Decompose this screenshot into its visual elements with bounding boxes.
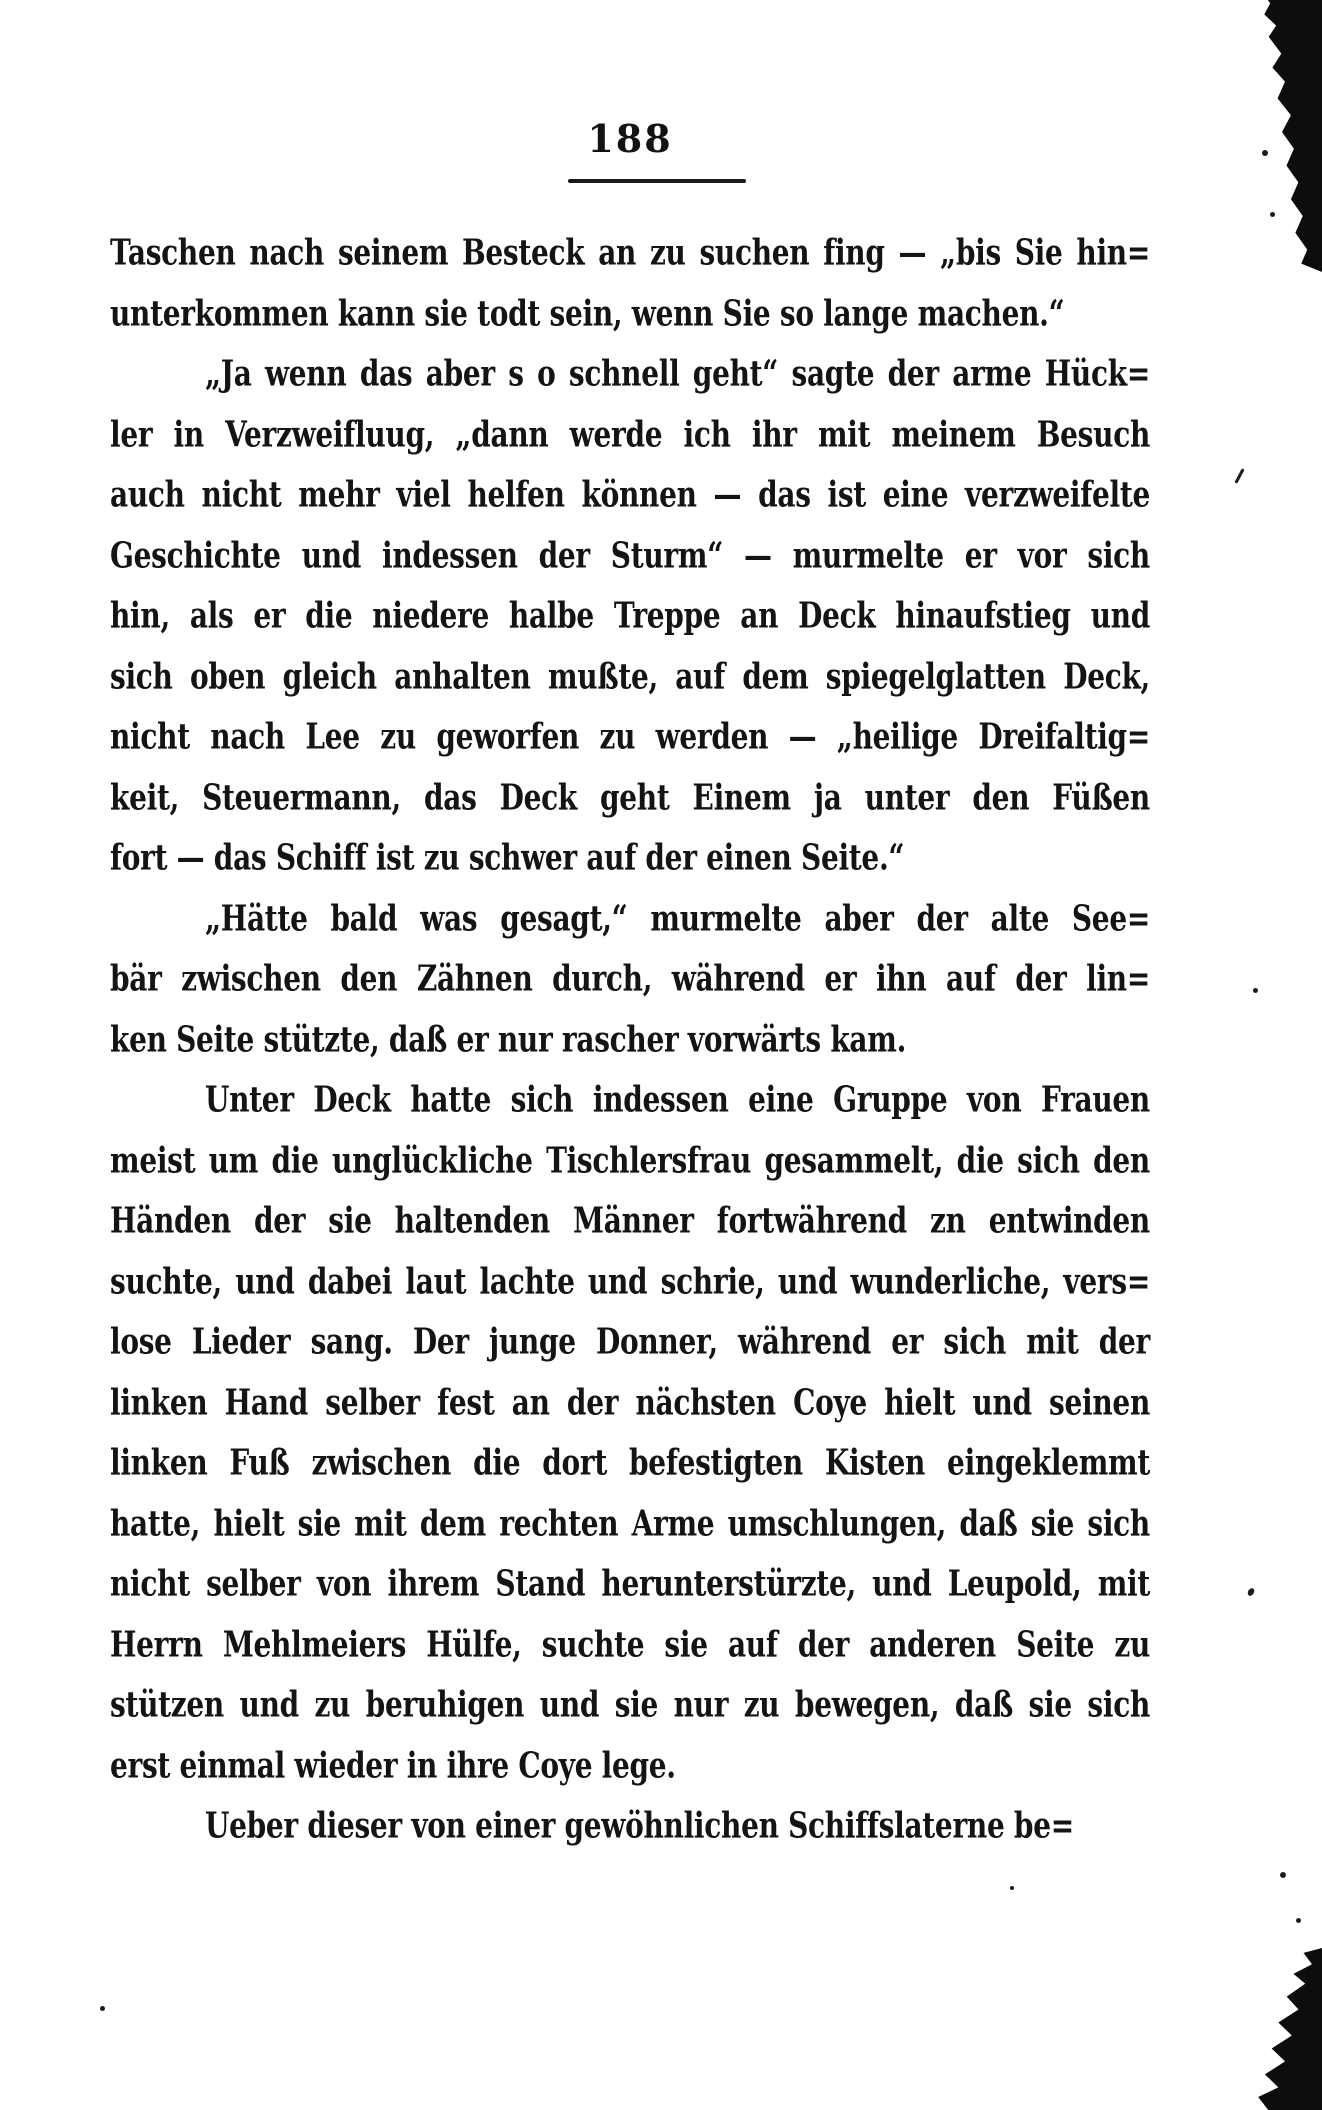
page-number: 188	[587, 116, 673, 161]
text-line: sich oben gleich anhalten mußte, auf dem spiegelglatten Deck,	[110, 654, 1150, 698]
ink-speck	[1296, 1918, 1301, 1923]
text-block	[110, 224, 1150, 1858]
ink-speck	[1010, 1886, 1014, 1890]
text-line: ler in Verzweifluug, „dann werde ich ihr mit meinem Besuch	[110, 412, 1150, 456]
ink-speck	[100, 2006, 105, 2011]
text-line: fort — das Schiff ist zu schwer auf der einen Seite.“	[110, 836, 905, 879]
text-line: Unter Deck hatte sich indessen eine Gruppe von Frauen	[205, 1078, 1150, 1121]
text-line: Geschichte und indessen der Sturm“ — murmelte er vor sich	[110, 533, 1150, 577]
text-line: unterkommen kann sie todt sein, wenn Sie so lange machen.“	[110, 291, 1065, 335]
scan-smudge-bottom-right	[1238, 1948, 1322, 2110]
text-line: Händen der sie haltenden Männer fortwährend zn entwinden	[110, 1199, 1150, 1242]
text-line: suchte, und dabei laut lachte und schrie, und wunderliche, vers=	[110, 1259, 1150, 1303]
ink-speck	[1280, 1872, 1286, 1878]
text-line: ken Seite stützte, daß er nur rascher vorwärts kam.	[110, 1017, 907, 1061]
scan-smudge-top-right	[1248, 0, 1322, 272]
ink-speck	[1253, 988, 1258, 993]
ink-speck	[1270, 212, 1275, 217]
text-line: linken Hand selber fest an der nächsten Coye hielt und seinen	[110, 1380, 1150, 1424]
text-line: „Hätte bald was gesagt,“ murmelte aber der alte See=	[205, 896, 1150, 940]
text-line: stützen und zu beruhigen und sie nur zu bewegen, daß sie sich	[110, 1683, 1150, 1726]
text-line: hin, als er die niedere halbe Treppe an Deck hinaufstieg und	[110, 594, 1150, 637]
header-rule	[568, 179, 746, 183]
text-line: lose Lieder sang. Der junge Donner, während er sich mit der	[110, 1320, 1150, 1363]
text-line: erst einmal wieder in ihre Coye lege.	[110, 1743, 676, 1787]
text-line: Taschen nach seinem Besteck an zu suchen fing — „bis Sie hin=	[110, 231, 1150, 274]
text-line: hatte, hielt sie mit dem rechten Arme umschlungen, daß sie sich	[110, 1501, 1150, 1545]
ink-speck	[1234, 468, 1244, 484]
text-line: nicht selber von ihrem Stand herunterstürzte, und Leupold, mit	[110, 1562, 1150, 1605]
text-line: Ueber dieser von einer gewöhnlichen Schiffslaterne be=	[205, 1804, 1074, 1847]
text-line: auch nicht mehr viel helfen können — das ist eine verzweifelte	[110, 473, 1150, 516]
ink-speck	[1247, 1587, 1255, 1596]
text-line: Herrn Mehlmeiers Hülfe, suchte sie auf der anderen Seite zu	[110, 1622, 1150, 1666]
text-line: „Ja wenn das aber s o schnell geht“ sagte der arme Hück=	[205, 352, 1150, 395]
text-line: bär zwischen den Zähnen durch, während er ihn auf der lin=	[110, 957, 1150, 1000]
ink-speck	[1262, 150, 1268, 156]
text-line: linken Fuß zwischen die dort befestigten Kisten eingeklemmt	[110, 1441, 1150, 1484]
text-line: meist um die unglückliche Tischlersfrau gesammelt, die sich den	[110, 1138, 1150, 1182]
text-line: nicht nach Lee zu geworfen zu werden — „heilige Dreifaltig=	[110, 715, 1150, 758]
text-line: keit, Steuermann, das Deck geht Einem ja unter den Füßen	[110, 775, 1150, 819]
